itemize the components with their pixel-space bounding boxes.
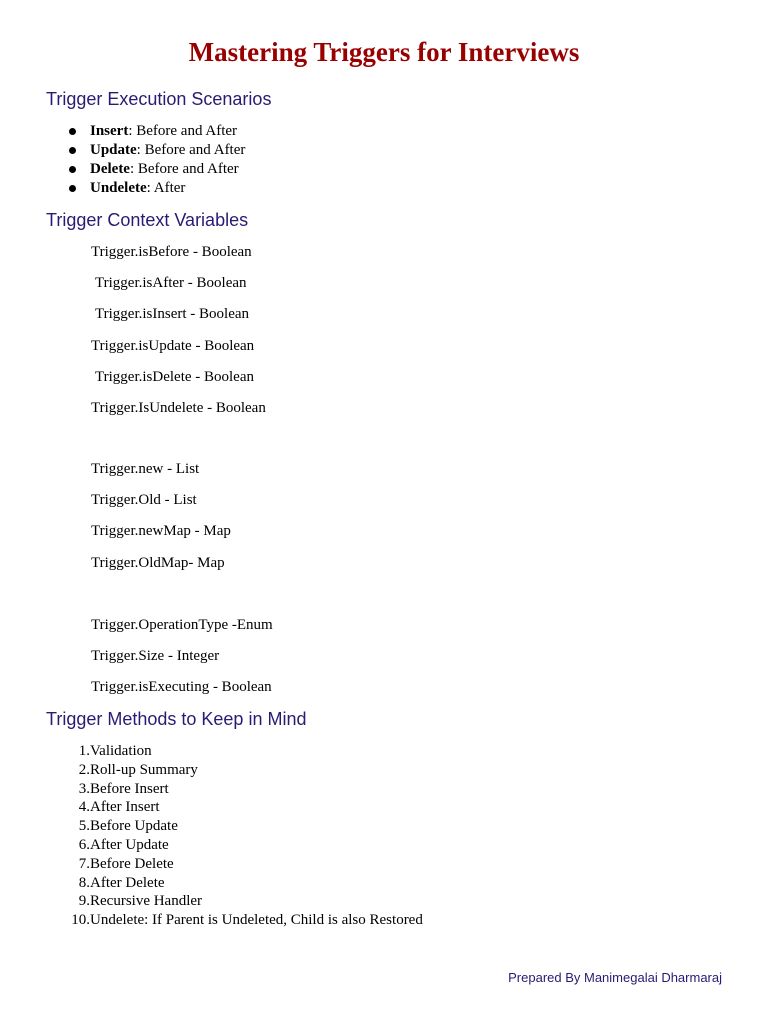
scenario-term: Insert — [90, 123, 129, 139]
context-variable: Trigger.OldMap- Map — [91, 555, 225, 571]
scenario-term: Update — [90, 142, 137, 158]
list-item — [60, 836, 169, 855]
section-heading-trigger-methods: Trigger Methods to Keep in Mind — [46, 709, 307, 729]
list-item — [60, 855, 174, 874]
context-variable: Trigger.isAfter - Boolean — [95, 275, 247, 291]
bullet-icon — [69, 147, 76, 154]
context-variable: Trigger.Old - List — [91, 492, 197, 508]
context-variable: Trigger.isExecuting - Boolean — [91, 679, 272, 695]
method-label: Validation — [90, 743, 152, 759]
list-number: 3. — [78, 780, 90, 797]
method-label: After Insert — [90, 799, 160, 816]
context-variable: Trigger.IsUndelete - Boolean — [91, 400, 266, 416]
method-label: Roll-up Summary — [90, 761, 198, 778]
list-item — [60, 874, 165, 893]
list-item — [60, 761, 198, 780]
list-number: 9. — [78, 893, 90, 910]
list-number: 5. — [78, 818, 90, 835]
list-item — [68, 160, 245, 179]
list-number: 7. — [78, 855, 90, 872]
scenario-term: Undelete — [90, 180, 147, 196]
execution-scenarios-list — [68, 122, 245, 198]
list-number: 6. — [78, 836, 90, 853]
page-title: Mastering Triggers for Interviews — [188, 37, 580, 67]
list-item — [68, 141, 245, 160]
context-variable: Trigger.isInsert - Boolean — [95, 306, 250, 322]
list-item — [60, 780, 169, 799]
context-variable: Trigger.OperationType -Enum — [91, 617, 273, 633]
method-label: Before Insert — [90, 780, 169, 797]
trigger-methods-list — [60, 742, 423, 930]
context-variable: Trigger.newMap - Map — [91, 523, 231, 539]
list-item — [60, 798, 160, 817]
method-label: Undelete: If Parent is Undeleted, Child is also Restored — [90, 912, 423, 929]
list-number: 1. — [78, 743, 90, 759]
scenario-detail: : Before and After — [129, 161, 239, 177]
method-label: Before Update — [90, 818, 178, 835]
context-variable: Trigger.new - List — [91, 461, 200, 477]
bullet-icon — [69, 128, 76, 135]
list-number: 2. — [78, 761, 90, 778]
list-number: 10. — [71, 912, 90, 929]
context-variable: Trigger.isUpdate - Boolean — [91, 338, 255, 354]
scenario-term: Delete — [90, 161, 130, 177]
list-item — [60, 892, 203, 911]
list-item — [68, 179, 245, 198]
method-label: Before Delete — [90, 855, 174, 872]
bullet-icon — [69, 166, 76, 173]
method-label: After Delete — [90, 874, 165, 891]
section-heading-execution-scenarios: Trigger Execution Scenarios — [46, 89, 272, 109]
method-label: After Update — [90, 836, 169, 853]
list-item — [60, 911, 423, 930]
section-heading-context-variables: Trigger Context Variables — [46, 210, 249, 230]
scenario-detail: : After — [146, 180, 186, 196]
context-variable: Trigger.Size - Integer — [91, 648, 220, 664]
bullet-icon — [69, 185, 76, 192]
list-item — [60, 742, 152, 761]
list-item — [68, 122, 245, 141]
scenario-detail: : Before and After — [136, 142, 246, 158]
list-number: 4. — [78, 799, 90, 816]
context-variable: Trigger.isDelete - Boolean — [95, 369, 255, 385]
footer-author-credit: Prepared By Manimegalai Dharmaraj — [508, 970, 722, 985]
method-label: Recursive Handler — [90, 893, 203, 910]
list-item — [60, 817, 178, 836]
list-number: 8. — [78, 874, 90, 891]
context-variable: Trigger.isBefore - Boolean — [91, 244, 252, 260]
scenario-detail: : Before and After — [128, 123, 238, 139]
